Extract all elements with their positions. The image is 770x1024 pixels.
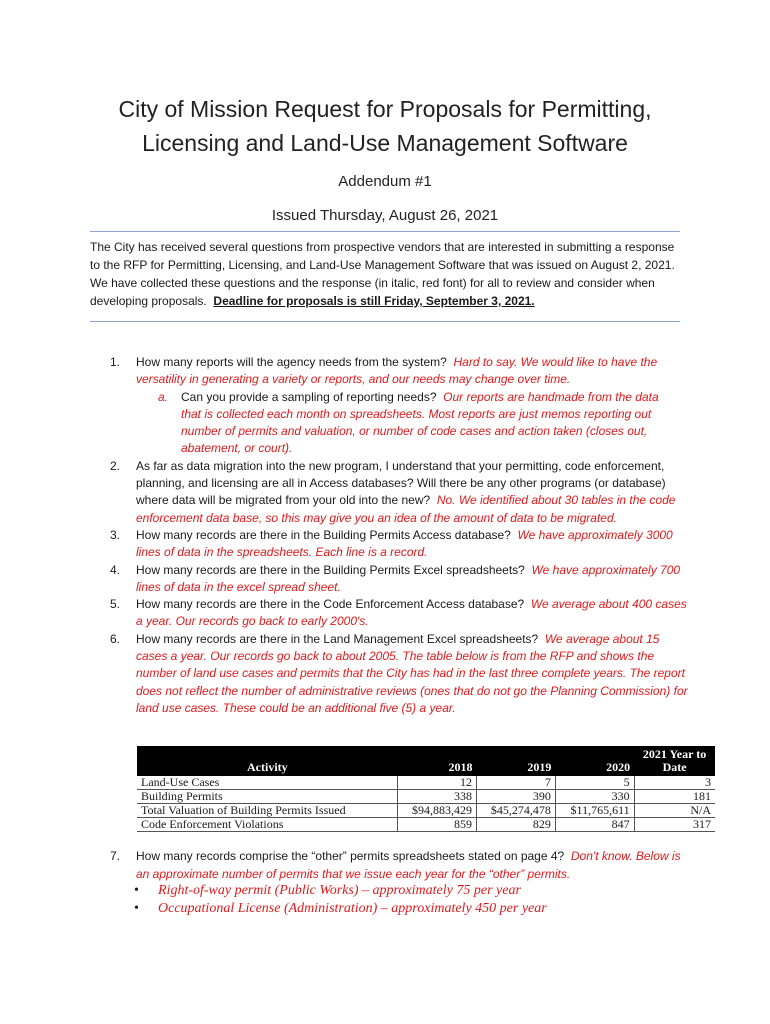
answer-text: Hard to say. We would like to have the versatility in generating a variety or reports, and our needs may change over time. [136, 355, 658, 387]
table-row [137, 790, 715, 804]
question-number: 1. [110, 355, 121, 369]
question-text: How many records are there in the Code Enforcement Access database? [136, 597, 525, 612]
table-cell: 5 [555, 776, 634, 790]
intro-text: The City has received several questions from prospective vendors that are interested in submitting a response to the RFP for Permitting, Licensing, and Land-Use Management Software that was issued on August 2, 2021. We have collected these questions and the response (in italic, red font) for all to review and consider when developing proposals. [90, 240, 675, 308]
table-cell: $94,883,429 [398, 804, 477, 818]
activity-table [137, 746, 715, 832]
questions-list [90, 354, 690, 717]
table-cell: $45,274,478 [477, 804, 556, 818]
divider-top [90, 231, 680, 232]
table-cell: N/A [634, 804, 715, 818]
question-text: As far as data migration into the new program, I understand that your permitting, code enforcement, planning, and licensing are all in Access databases? Will there be any other programs (or database) where data will be migrated from your old into the new? [136, 458, 666, 508]
question-number: a. [158, 389, 169, 404]
table-cell: 12 [398, 776, 477, 790]
table-row [137, 776, 715, 790]
question-number: 7. [110, 849, 121, 863]
answer-text: We have approximately 700 lines of data in the excel spread sheet. [136, 562, 681, 594]
question-item [90, 596, 690, 631]
question-item [90, 562, 690, 597]
table-cell: 847 [555, 818, 634, 832]
answer-text: Don't know. Below is an approximate number of permits that we issue each year for the “other” permits. [136, 849, 681, 881]
divider-bottom [90, 321, 680, 322]
table-cell: 338 [398, 790, 477, 804]
column-header: 2020 [555, 746, 634, 776]
question-item-7 [90, 847, 690, 883]
table-cell: $11,765,611 [555, 804, 634, 818]
answer-text: No. We identified about 30 tables in the code enforcement data base, so this may give you an idea of the amount of data to be migrated. [136, 493, 676, 525]
question-text: How many records comprise the “other” permits spreadsheets stated on page 4? [136, 849, 565, 863]
question-number: 4. [110, 562, 121, 577]
question-text: How many records are there in the Building Permits Excel spreadsheets? [136, 562, 525, 577]
intro-paragraph [90, 238, 680, 310]
sub-question-item [90, 389, 690, 458]
question-item [90, 847, 690, 883]
page-title [60, 92, 710, 160]
question-number: 6. [110, 631, 121, 646]
column-header: 2019 [477, 746, 556, 776]
question-item [90, 631, 690, 717]
question-text: How many records are there in the Building Permits Access database? [136, 527, 511, 542]
title-line-1: City of Mission Request for Proposals for Permitting, [118, 96, 652, 122]
table-row [137, 818, 715, 832]
answer-text: We average about 400 cases a year. Our records go back to early 2000's. [136, 597, 687, 629]
list-item [90, 900, 690, 918]
question-number: 5. [110, 597, 121, 612]
question-text: How many reports will the agency needs from the system? [136, 355, 447, 369]
deadline-notice: Deadline for proposals is still Friday, September 3, 2021. [213, 294, 535, 308]
table-cell: Total Valuation of Building Permits Issued [137, 804, 398, 818]
answer-text: We have approximately 3000 lines of data in the spreadsheets. Each line is a record. [136, 527, 673, 560]
answer-text: We average about 15 cases a year. Our records go back to about 2005. The table below is from the RFP and shows the number of land use cases and permits that the City has had in the last three complete years. The report does not reflect the number of administrative reviews (ones that do not go the Planning Commission) for land use cases. These could be an additional five (5) a year. [136, 631, 688, 715]
column-header: Activity [137, 746, 398, 776]
question-number: 2. [110, 458, 121, 473]
table-cell: Code Enforcement Violations [137, 818, 398, 832]
table-cell: 390 [477, 790, 556, 804]
table-header-row [137, 746, 715, 776]
column-header: 2021 Year to Date [634, 746, 715, 776]
addendum-label: Addendum #1 [338, 173, 432, 190]
question-number: 3. [110, 527, 121, 542]
table-cell: Land-Use Cases [137, 776, 398, 790]
question-text: Can you provide a sampling of reporting needs? [181, 389, 437, 404]
table-cell: Building Permits [137, 790, 398, 804]
table-cell: 181 [634, 790, 715, 804]
bullet-text: Occupational License (Administration) – approximately 450 per year [158, 901, 547, 916]
table-cell: 7 [477, 776, 556, 790]
answer-text: Our reports are handmade from the data that is collected each month on spreadsheets. Most reports are just memos reporting out number of permits and valuation, or number of code cases and action taken (closes out, abatement, or court). [181, 389, 659, 456]
bullet-icon: • [134, 883, 139, 898]
table-cell: 859 [398, 818, 477, 832]
permit-bullet-list [90, 882, 690, 918]
column-header: 2018 [398, 746, 477, 776]
table-cell: 829 [477, 818, 556, 832]
question-text: How many records are there in the Land Management Excel spreadsheets? [136, 631, 539, 646]
bullet-text: Right-of-way permit (Public Works) – approximately 75 per year [158, 883, 521, 898]
bullet-icon: • [134, 901, 139, 916]
table-cell: 317 [634, 818, 715, 832]
question-item [90, 354, 690, 389]
table-row [137, 804, 715, 818]
question-item [90, 458, 690, 527]
list-item [90, 882, 690, 900]
question-item [90, 527, 690, 562]
table-cell: 3 [634, 776, 715, 790]
table-cell: 330 [555, 790, 634, 804]
issued-date: Issued Thursday, August 26, 2021 [271, 207, 499, 224]
title-line-2: Licensing and Land-Use Management Software [142, 130, 628, 156]
